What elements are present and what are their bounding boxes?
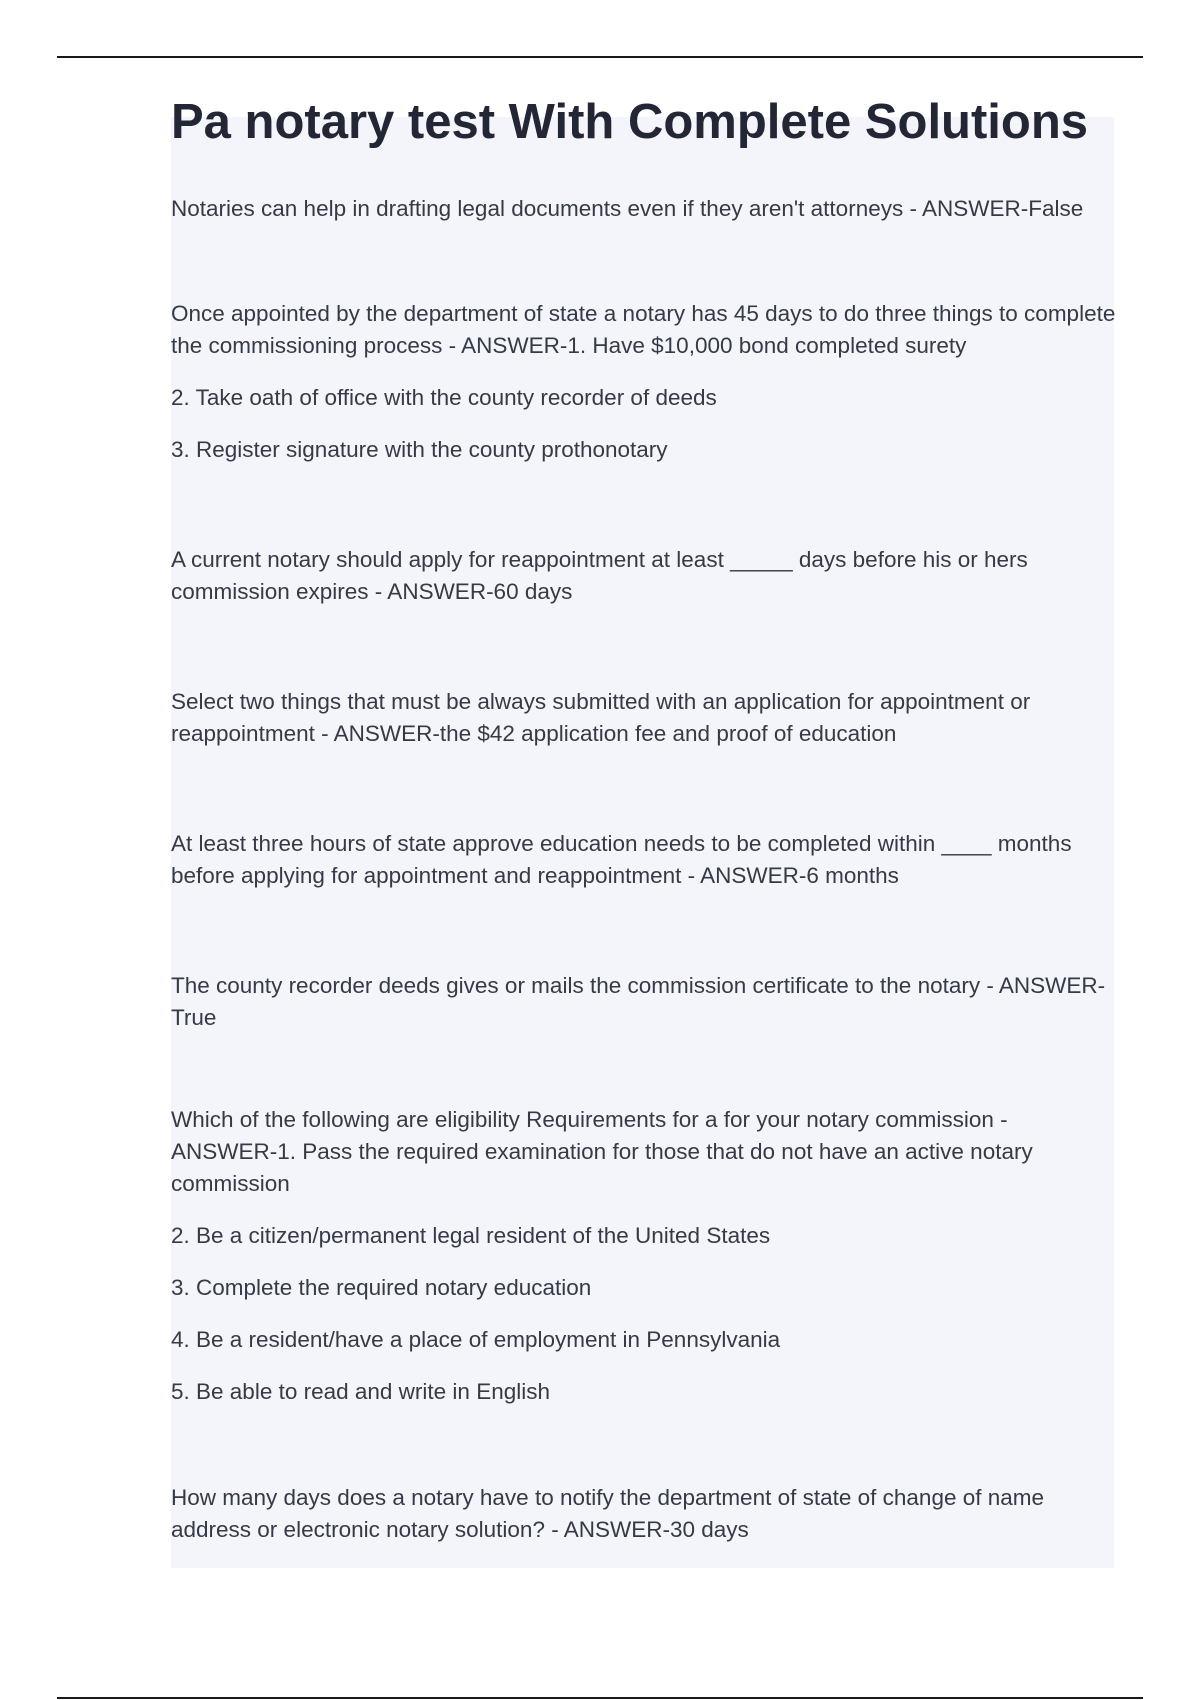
qa-text: The county recorder deeds gives or mails the commission certificate to the notary - ANSWER-True: [171, 973, 1106, 1030]
qa-text: 2. Be a citizen/permanent legal resident of the United States: [171, 1223, 771, 1248]
qa-text: Select two things that must be always submitted with an application for appointment or reappointment - ANSWER-the $42 application fee and proof of education: [171, 689, 1031, 746]
qa-text: 3. Complete the required notary education: [171, 1275, 592, 1300]
qa-item-3: [171, 544, 1116, 608]
qa-list: [171, 193, 1116, 1546]
qa-text: A current notary should apply for reappointment at least _____ days before his or hers commission expires - ANSWER-60 days: [171, 547, 1028, 604]
qa-text: 3. Register signature with the county prothonotary: [171, 437, 668, 462]
qa-text: How many days does a notary have to notify the department of state of change of name address or electronic notary solution? - ANSWER-30 days: [171, 1485, 1045, 1542]
top-rule: [57, 56, 1143, 58]
qa-item-7: [171, 1104, 1116, 1408]
qa-item-5: [171, 828, 1116, 892]
qa-text: Once appointed by the department of state a notary has 45 days to do three things to complete the commissioning process - ANSWER-1. Have $10,000 bond completed surety: [171, 301, 1116, 358]
qa-text: Which of the following are eligibility Requirements for a for your notary commission - ANSWER-1. Pass the required examination for those that do not have an active notary commission: [171, 1107, 1033, 1196]
bottom-rule: [57, 1697, 1143, 1699]
qa-text: 2. Take oath of office with the county recorder of deeds: [171, 385, 717, 410]
qa-item-1: [171, 193, 1116, 225]
qa-item-4: [171, 686, 1116, 750]
qa-text: At least three hours of state approve education needs to be completed within ____ months before applying for appointment and reappointment - ANSWER-6 months: [171, 831, 1072, 888]
qa-text: Notaries can help in drafting legal documents even if they aren't attorneys - ANSWER-False: [171, 196, 1084, 221]
qa-item-2: [171, 298, 1116, 466]
qa-text: 5. Be able to read and write in English: [171, 1379, 550, 1404]
qa-item-8: [171, 1482, 1116, 1546]
qa-text: 4. Be a resident/have a place of employment in Pennsylvania: [171, 1327, 781, 1352]
qa-item-6: [171, 970, 1116, 1034]
page-title: Pa notary test With Complete Solutions: [171, 95, 1089, 149]
